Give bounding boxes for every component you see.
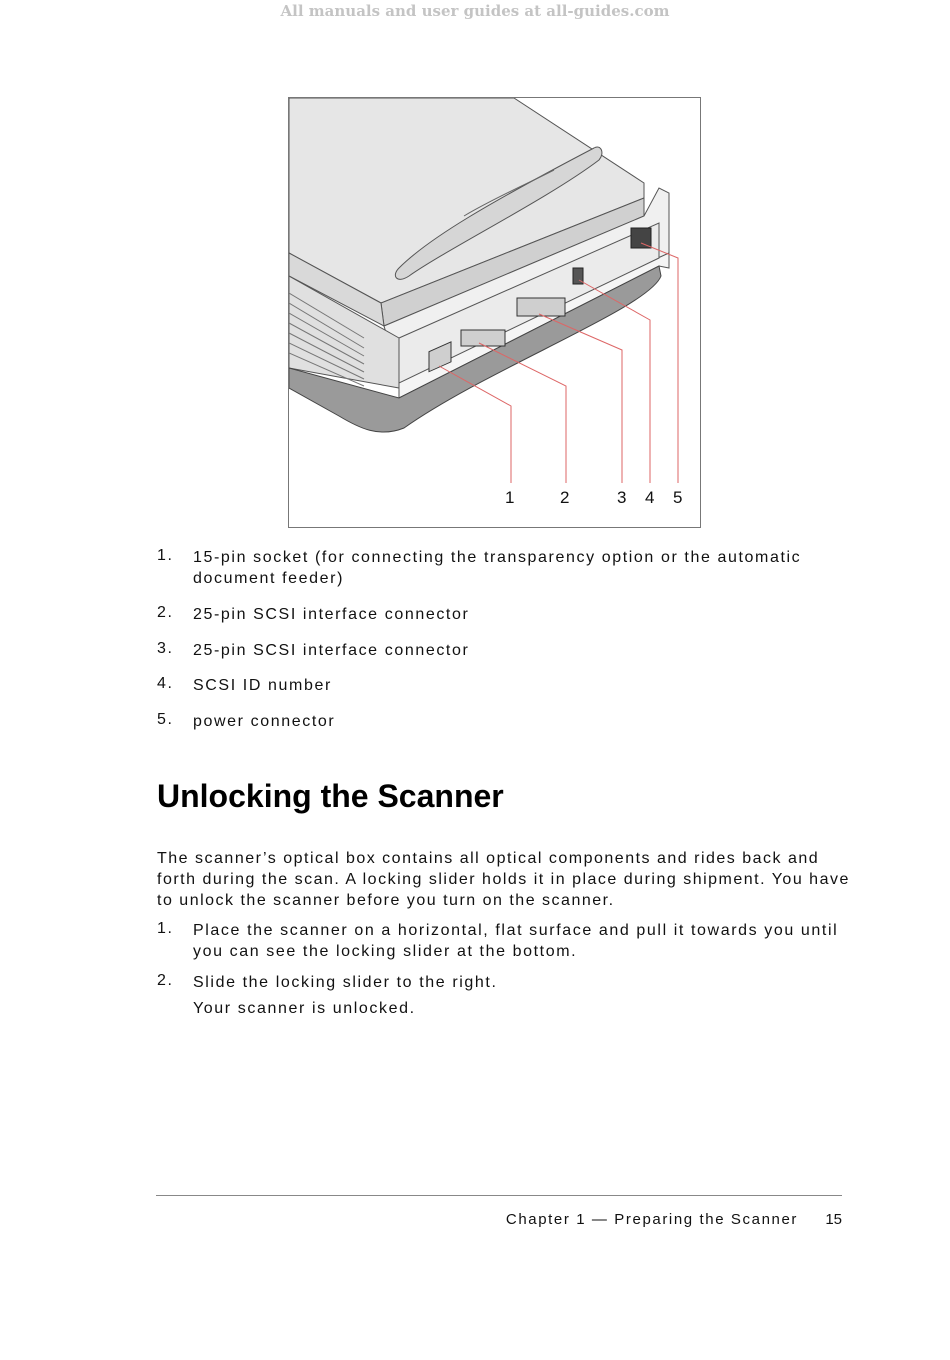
legend-number: 4.: [157, 675, 174, 692]
step-result-text: Your scanner is unlocked.: [193, 1000, 416, 1017]
callout-5: 5: [673, 488, 683, 507]
step-number: 1.: [157, 920, 174, 937]
scanner-drawing: [289, 98, 702, 529]
legend-text: 25-pin SCSI interface connector: [193, 642, 470, 659]
legend-text: power connector: [193, 713, 336, 730]
callout-3: 3: [617, 488, 627, 507]
footer-rule: [156, 1195, 842, 1196]
watermark: All manuals and user guides at all-guides.com: [280, 2, 670, 20]
step-text: Place the scanner on a horizontal, flat surface and pull it towards you until you can see the locking slider at the bottom.: [193, 922, 839, 960]
callout-1: 1: [505, 488, 515, 507]
legend-text: 25-pin SCSI interface connector: [193, 606, 470, 623]
page-number: 15: [825, 1211, 842, 1228]
footer-chapter: Chapter 1 — Preparing the Scanner: [505, 1211, 798, 1228]
step-number: 2.: [157, 972, 174, 989]
section-heading: Unlocking the Scanner: [157, 778, 504, 814]
legend-number: 1.: [157, 547, 174, 564]
scanner-illustration: [288, 97, 701, 528]
step-text: Slide the locking slider to the right.: [193, 974, 498, 991]
legend-number: 5.: [157, 711, 174, 728]
callout-4: 4: [645, 488, 655, 507]
legend-number: 3.: [157, 640, 174, 657]
section-intro: The scanner’s optical box contains all optical components and rides back and forth during the scan. A locking slider holds it in place during shipment. You have to unlock the scanner before you turn on the scanner.: [157, 850, 850, 909]
legend-text: 15-pin socket (for connecting the transparency option or the automatic document feeder): [193, 549, 802, 587]
legend-text: SCSI ID number: [193, 677, 332, 694]
legend-number: 2.: [157, 604, 174, 621]
callout-2: 2: [560, 488, 570, 507]
